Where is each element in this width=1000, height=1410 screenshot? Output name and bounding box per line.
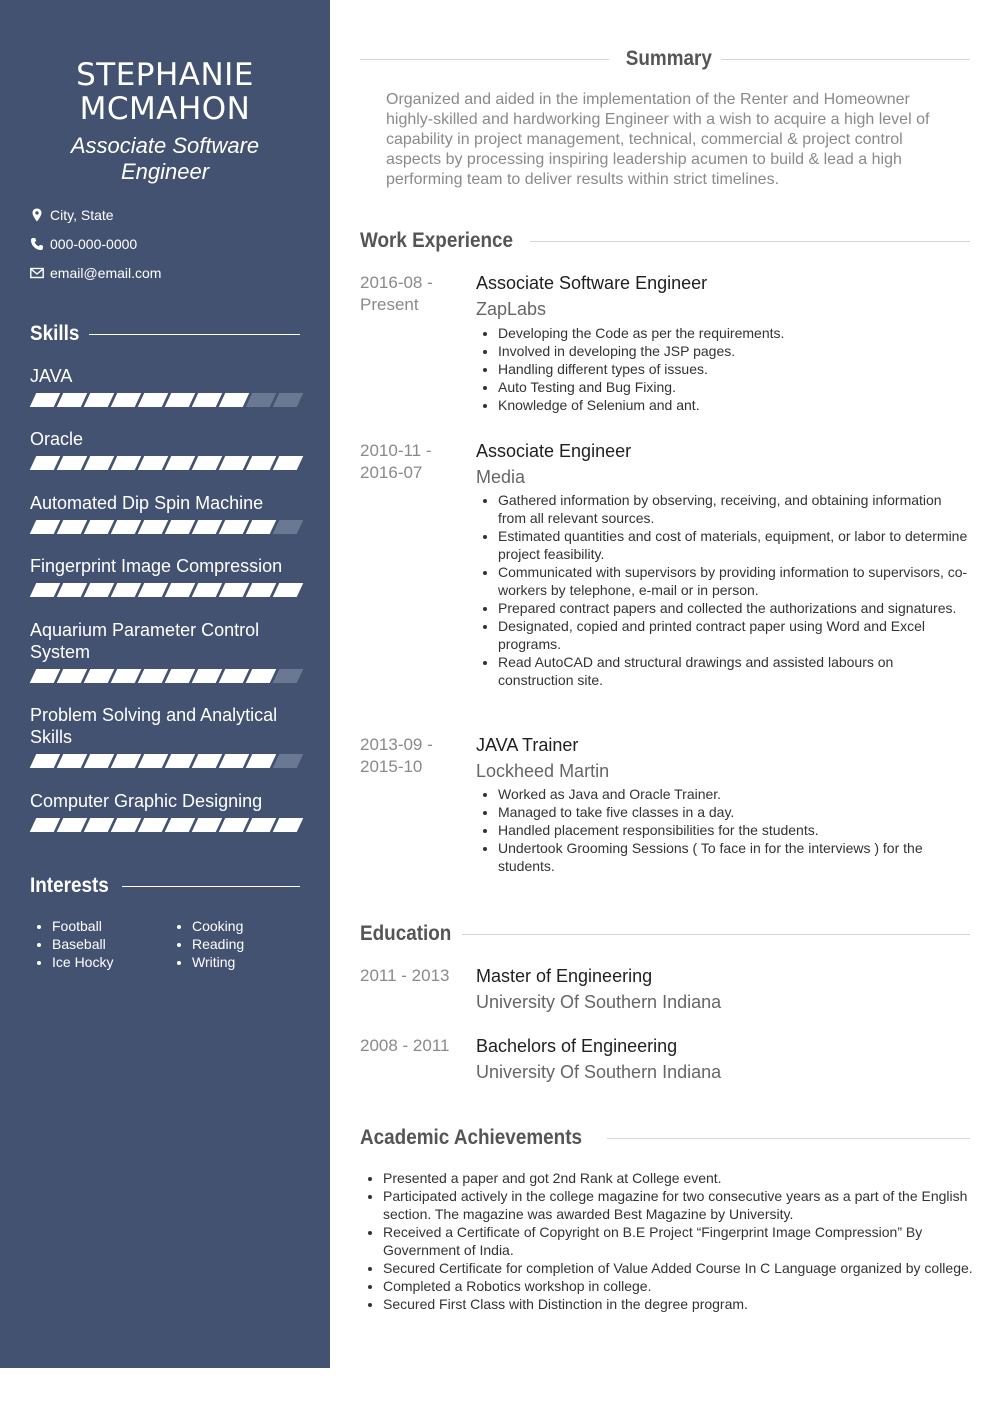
achievement-item: • Secured First Class with Distinction in the degree program. <box>383 1295 973 1313</box>
skill-segment-filled <box>30 520 61 534</box>
summary-rule-right <box>721 59 970 60</box>
job-bullets <box>498 491 970 689</box>
summary-heading-text: Summary <box>625 47 713 70</box>
skill-segment-filled <box>111 669 142 683</box>
job-bullet: • Handling different types of issues. <box>498 360 970 378</box>
job-title: JAVA Trainer <box>476 735 579 755</box>
job-bullet: • Estimated quantities and cost of materials, equipment, or labor to determine project feasibility. <box>498 527 970 563</box>
skill-segment-filled <box>111 818 142 832</box>
contact-location <box>30 205 300 225</box>
skill-segment-filled <box>57 456 88 470</box>
summary-heading <box>360 44 970 74</box>
skill-segment-filled <box>30 669 61 683</box>
job-dates <box>360 734 470 778</box>
candidate-name <box>0 58 330 126</box>
job-company: ZapLabs <box>476 299 547 319</box>
skill-segment-filled <box>165 583 196 597</box>
interest-item: • Reading <box>192 935 310 953</box>
skill-segment-empty <box>273 754 304 768</box>
job-bullet: • Auto Testing and Bug Fixing. <box>498 378 970 396</box>
skill-segment-filled <box>165 520 196 534</box>
skill-segment-filled <box>273 818 304 832</box>
skill-segment-empty <box>273 669 304 683</box>
job-bullets <box>498 785 970 875</box>
interests-list <box>30 917 310 971</box>
education-heading-rule <box>462 934 970 935</box>
skill-segment-filled <box>84 520 115 534</box>
education-dates: 2011 - 2013 <box>360 966 450 985</box>
skill-segment-filled <box>84 669 115 683</box>
skill-segment-filled <box>273 583 304 597</box>
job-bullet: • Communicated with supervisors by providing information to supervisors, co-workers by telephone, e-mail or in person. <box>498 563 970 599</box>
skill-segment-filled <box>165 393 196 407</box>
skill-segment-filled <box>273 456 304 470</box>
achievement-item: • Participated actively in the college magazine for two consecutive years as a part of the English section. The magazine was awarded Best Magazine by University. <box>383 1187 973 1223</box>
skill-segment-filled <box>57 393 88 407</box>
achievement-item: • Completed a Robotics workshop in college. <box>383 1277 973 1295</box>
skill-segment-filled <box>219 520 250 534</box>
skill-segment-filled <box>111 520 142 534</box>
skill-segment-filled <box>219 669 250 683</box>
skill-segment-filled <box>84 456 115 470</box>
phone-icon <box>30 237 44 251</box>
skill-segment-filled <box>219 754 250 768</box>
skill-segment-filled <box>219 456 250 470</box>
phone-text: 000-000-0000 <box>50 236 138 252</box>
education-degree: Bachelors of Engineering <box>476 1036 678 1056</box>
skill-name: Automated Dip Spin Machine <box>30 493 264 513</box>
skill-segment-filled <box>84 393 115 407</box>
job-dates <box>360 440 470 484</box>
job-company: Lockheed Martin <box>476 761 610 781</box>
skill-segment-filled <box>246 669 277 683</box>
skill-segment-filled <box>138 754 169 768</box>
skill-segment-filled <box>111 456 142 470</box>
job-bullet: • Worked as Java and Oracle Trainer. <box>498 785 970 803</box>
skill-name: Problem Solving and Analytical <box>30 705 278 725</box>
skill-segment-filled <box>138 456 169 470</box>
skill-item <box>30 704 305 768</box>
email-text[interactable]: email@email.com <box>50 265 162 281</box>
skill-segment-filled <box>57 669 88 683</box>
job-date-start: 2013-09 - <box>360 735 433 754</box>
skill-segment-filled <box>138 520 169 534</box>
job-date-end: 2016-07 <box>360 463 423 482</box>
skill-segment-filled <box>57 520 88 534</box>
interests-heading <box>30 872 300 900</box>
skill-segment-filled <box>111 393 142 407</box>
summary-text: Organized and aided in the implementation of the Renter and Homeowner highly-skilled and hardworking Engineer with a wish to acquire a high level of capability in project management, technical, commercial & project control aspects by processing inspiring leadership acumen to build & lead a high performing team to deliver results within strict timelines. <box>386 91 930 188</box>
skill-segment-filled <box>219 393 250 407</box>
skill-segment-filled <box>30 583 61 597</box>
skill-segment-filled <box>57 583 88 597</box>
skill-rating-bar <box>30 520 305 534</box>
skill-name: JAVA <box>30 366 73 386</box>
interests-heading-text: Interests <box>30 874 109 897</box>
achievements-list <box>383 1169 973 1313</box>
headline-line-1: Associate Software <box>70 133 260 158</box>
education-school: University Of Southern Indiana <box>476 992 722 1012</box>
skills-heading-rule <box>89 334 300 335</box>
education-heading <box>360 919 970 949</box>
skill-segment-empty <box>273 393 304 407</box>
job-title: Associate Software Engineer <box>476 273 708 293</box>
skill-name-continued: Skills <box>30 727 73 747</box>
skill-segment-filled <box>246 754 277 768</box>
interest-item: • Writing <box>192 953 310 971</box>
achievement-item: • Secured Certificate for completion of Value Added Course In C Language organized by college. <box>383 1259 973 1277</box>
skill-segment-filled <box>246 818 277 832</box>
achievements-heading-text: Academic Achievements <box>360 1126 583 1149</box>
job-date-start: 2010-11 - <box>360 441 432 460</box>
map-pin-icon <box>30 208 44 222</box>
skill-segment-filled <box>138 669 169 683</box>
skill-segment-filled <box>30 754 61 768</box>
skill-item <box>30 428 305 470</box>
skill-segment-filled <box>138 393 169 407</box>
skill-segment-filled <box>192 818 223 832</box>
interest-item: • Football <box>52 917 170 935</box>
contact-email <box>30 263 300 283</box>
job-dates <box>360 272 470 316</box>
work-heading-rule <box>530 241 970 242</box>
education-heading-text: Education <box>360 922 452 945</box>
skill-rating-bar <box>30 669 305 683</box>
job-bullet: • Developing the Code as per the requirements. <box>498 324 970 342</box>
skill-segment-filled <box>246 456 277 470</box>
headline <box>0 133 330 185</box>
skill-segment-filled <box>192 456 223 470</box>
education-dates: 2008 - 2011 <box>360 1036 450 1055</box>
skill-segment-filled <box>165 754 196 768</box>
education-degree: Master of Engineering <box>476 966 653 986</box>
skill-item <box>30 555 305 597</box>
skill-segment-filled <box>111 754 142 768</box>
skill-segment-filled <box>219 583 250 597</box>
job-date-end: Present <box>360 295 419 314</box>
skill-segment-filled <box>84 583 115 597</box>
job-date-start: 2016-08 - <box>360 273 433 292</box>
skill-segment-filled <box>57 818 88 832</box>
job-title: Associate Engineer <box>476 441 632 461</box>
skill-segment-filled <box>192 393 223 407</box>
skill-segment-filled <box>138 818 169 832</box>
job-bullet: • Read AutoCAD and structural drawings and assisted labours on construction site. <box>498 653 970 689</box>
skill-segment-filled <box>192 583 223 597</box>
skill-name-continued: System <box>30 642 91 662</box>
headline-line-2: Engineer <box>120 159 210 184</box>
skill-segment-filled <box>246 583 277 597</box>
skills-heading <box>30 320 300 348</box>
skill-name: Oracle <box>30 429 84 449</box>
skill-segment-filled <box>30 393 61 407</box>
skill-name: Computer Graphic Designing <box>30 791 263 811</box>
skill-rating-bar <box>30 456 305 470</box>
education-school: University Of Southern Indiana <box>476 1062 722 1082</box>
skill-segment-filled <box>219 818 250 832</box>
job-bullet: • Managed to take five classes in a day. <box>498 803 970 821</box>
achievement-item: • Received a Certificate of Copyright on B.E Project “Fingerprint Image Compression” By Government of India. <box>383 1223 973 1259</box>
skill-segment-empty <box>246 393 277 407</box>
job-date-end: 2015-10 <box>360 757 423 776</box>
job-bullet: • Handled placement responsibilities for the students. <box>498 821 970 839</box>
interests-column-1 <box>30 917 170 971</box>
work-heading-text: Work Experience <box>360 229 514 252</box>
job-bullet: • Involved in developing the JSP pages. <box>498 342 970 360</box>
job-company: Media <box>476 467 526 487</box>
interest-item: • Ice Hocky <box>52 953 170 971</box>
achievement-item: • Presented a paper and got 2nd Rank at College event. <box>383 1169 973 1187</box>
skill-segment-filled <box>84 754 115 768</box>
skill-rating-bar <box>30 583 305 597</box>
skill-name: Aquarium Parameter Control <box>30 620 260 640</box>
skill-segment-filled <box>30 818 61 832</box>
job-bullet: • Undertook Grooming Sessions ( To face in for the interviews ) for the students. <box>498 839 970 875</box>
job-bullets <box>498 324 970 414</box>
skill-item <box>30 790 305 832</box>
skill-segment-filled <box>165 456 196 470</box>
skill-rating-bar <box>30 754 305 768</box>
envelope-icon <box>30 266 44 280</box>
sidebar <box>0 0 330 1368</box>
skill-segment-filled <box>165 818 196 832</box>
skill-name: Fingerprint Image Compression <box>30 556 283 576</box>
skill-segment-filled <box>192 754 223 768</box>
skill-segment-filled <box>192 669 223 683</box>
skill-segment-filled <box>192 520 223 534</box>
interests-heading-rule <box>122 886 300 887</box>
skill-segment-filled <box>30 456 61 470</box>
summary-rule-left <box>360 59 609 60</box>
achievements-heading-rule <box>607 1138 970 1139</box>
interest-item: • Cooking <box>192 917 310 935</box>
contact-phone <box>30 234 300 254</box>
skill-rating-bar <box>30 818 305 832</box>
name-line-1: STEPHANIE <box>76 57 254 93</box>
skill-item <box>30 492 305 534</box>
skill-segment-filled <box>246 520 277 534</box>
skill-item <box>30 619 305 683</box>
skill-segment-filled <box>165 669 196 683</box>
job-bullet: • Prepared contract papers and collected the authorizations and signatures. <box>498 599 970 617</box>
work-heading <box>360 226 970 256</box>
skill-segment-filled <box>57 754 88 768</box>
skill-segment-filled <box>111 583 142 597</box>
skill-rating-bar <box>30 393 305 407</box>
skill-item <box>30 365 305 407</box>
location-text: City, State <box>50 207 114 223</box>
achievements-heading <box>360 1123 970 1153</box>
job-bullet: • Gathered information by observing, receiving, and obtaining information from all relevant sources. <box>498 491 970 527</box>
skill-segment-filled <box>84 818 115 832</box>
job-bullet: • Designated, copied and printed contract paper using Word and Excel programs. <box>498 617 970 653</box>
skills-heading-text: Skills <box>30 322 80 345</box>
interests-column-2 <box>170 917 310 971</box>
skill-segment-empty <box>273 520 304 534</box>
job-bullet: • Knowledge of Selenium and ant. <box>498 396 970 414</box>
skill-segment-filled <box>138 583 169 597</box>
name-line-2: MCMAHON <box>79 91 251 127</box>
interest-item: • Baseball <box>52 935 170 953</box>
